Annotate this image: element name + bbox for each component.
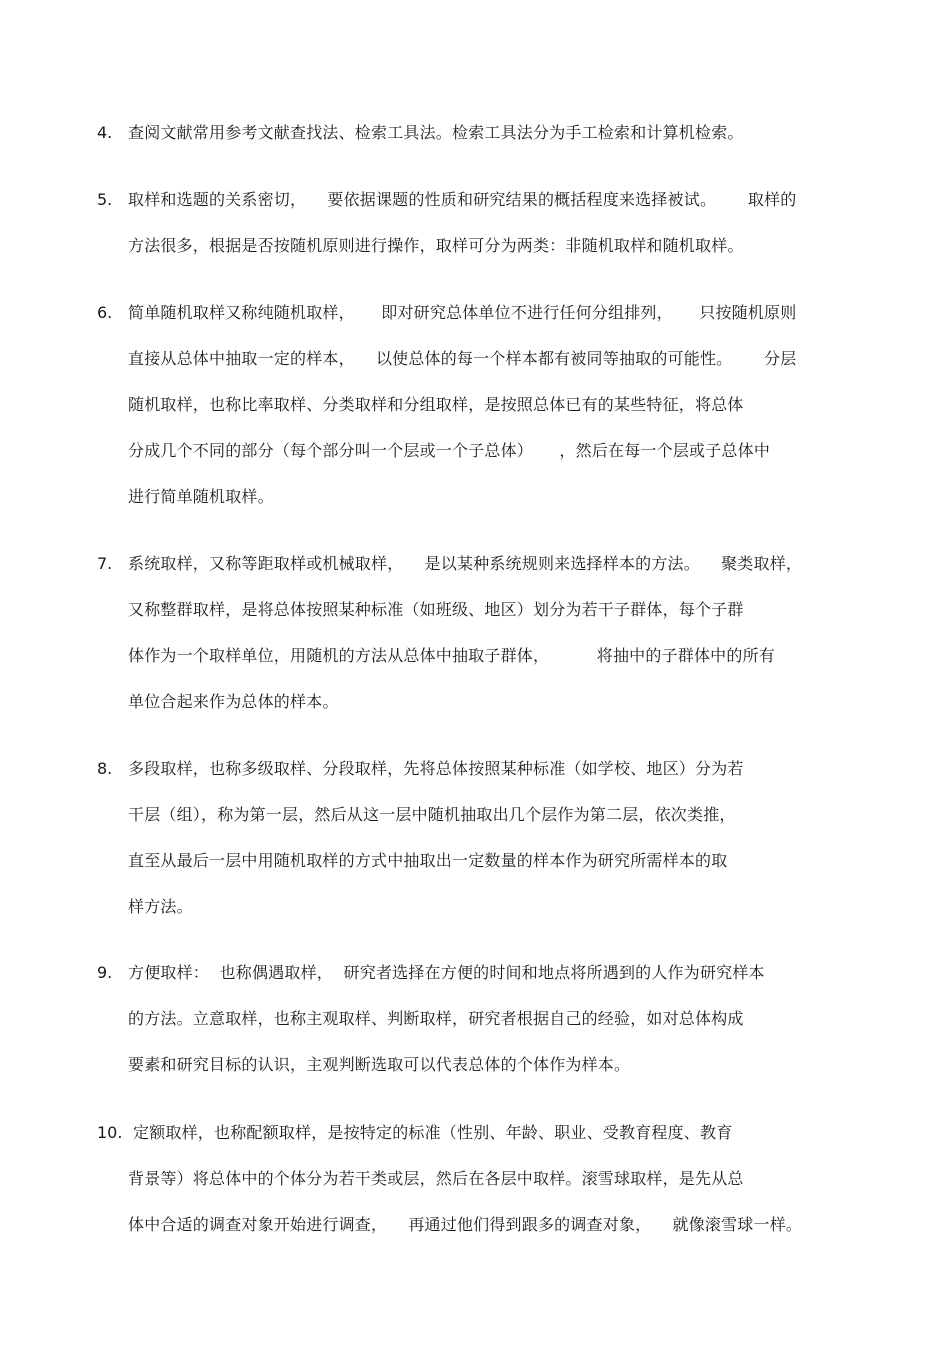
item-text-line: 体作为一个取样单位，用随机的方法从总体中抽取子群体， 将抽中的子群体中的所有 [128, 646, 775, 665]
item-text-line: 系统取样，又称等距取样或机械取样， 是以某种系统规则来选择样本的方法。 聚类取样， [128, 554, 803, 573]
item-text-line: 直接从总体中抽取一定的样本， 以使总体的每一个样本都有被同等抽取的可能性。 分层 [128, 349, 797, 368]
item-text-line: 方便取样： 也称偶遇取样， 研究者选择在方便的时间和地点将所遇到的人作为研究样本 [128, 963, 765, 982]
item-text-line: 背景等）将总体中的个体分为若干类或层，然后在各层中取样。滚雪球取样，是先从总 [128, 1169, 744, 1188]
item-number: 4. [97, 123, 113, 142]
item-number: 8. [97, 759, 113, 778]
item-text-line: 随机取样，也称比率取样、分类取样和分组取样，是按照总体已有的某些特征，将总体 [128, 395, 744, 414]
item-number: 9. [97, 963, 113, 982]
item-text-line: 体中合适的调查对象开始进行调查， 再通过他们得到跟多的调查对象， 就像滚雪球一样。 [128, 1215, 803, 1234]
item-text-line: 分成几个不同的部分（每个部分叫一个层或一个子总体） ，然后在每一个层或子总体中 [128, 441, 771, 460]
item-text-line: 进行简单随机取样。 [128, 487, 274, 506]
item-text-line: 定额取样，也称配额取样，是按特定的标准（性别、年龄、职业、受教育程度、教育 [133, 1123, 733, 1142]
item-text-line: 简单随机取样又称纯随机取样， 即对研究总体单位不进行任何分组排列， 只按随机原则 [128, 303, 797, 322]
item-text-line: 直至从最后一层中用随机取样的方式中抽取出一定数量的样本作为研究所需样本的取 [128, 851, 728, 870]
item-text-line: 取样和选题的关系密切， 要依据课题的性质和研究结果的概括程度来选择被试。 取样的 [128, 190, 797, 209]
item-text-line: 又称整群取样，是将总体按照某种标准（如班级、地区）划分为若干子群体，每个子群 [128, 600, 744, 619]
item-number: 10. [97, 1123, 123, 1142]
item-text-line: 要素和研究目标的认识，主观判断选取可以代表总体的个体作为样本。 [128, 1055, 631, 1074]
item-number: 7. [97, 554, 113, 573]
item-text-line: 的方法。立意取样，也称主观取样、判断取样，研究者根据自己的经验，如对总体构成 [128, 1009, 744, 1028]
item-text-line: 样方法。 [128, 897, 193, 916]
item-text-line: 单位合起来作为总体的样本。 [128, 692, 339, 711]
item-text-line: 查阅文献常用参考文献查找法、检索工具法。检索工具法分为手工检索和计算机检索。 [128, 123, 744, 142]
item-number: 5. [97, 190, 113, 209]
item-number: 6. [97, 303, 113, 322]
item-text-line: 干层（组），称为第一层，然后从这一层中随机抽取出几个层作为第二层，依次类推， [128, 805, 736, 824]
item-text-line: 方法很多，根据是否按随机原则进行操作，取样可分为两类：非随机取样和随机取样。 [128, 236, 744, 255]
item-text-line: 多段取样，也称多级取样、分段取样，先将总体按照某种标准（如学校、地区）分为若 [128, 759, 744, 778]
